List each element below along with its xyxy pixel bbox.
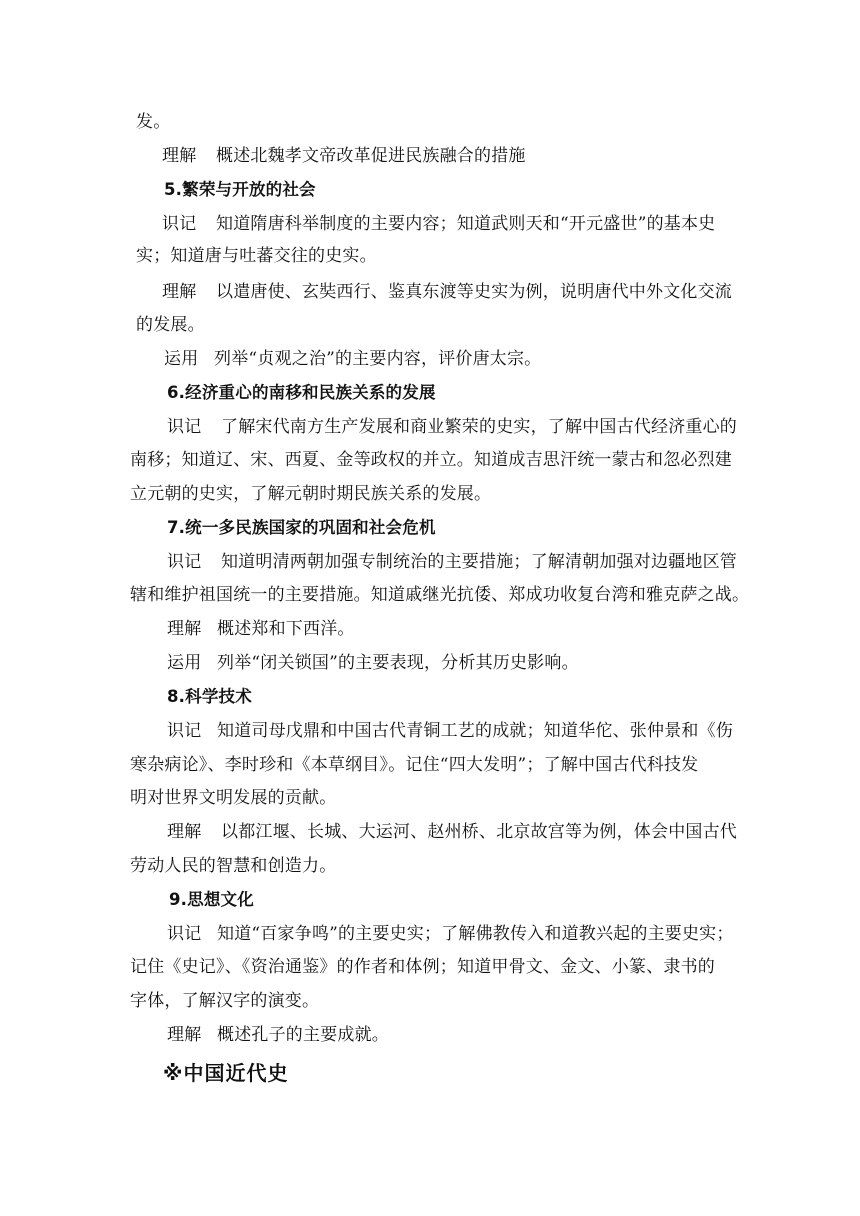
text-line — [162, 281, 732, 303]
text-line — [167, 652, 579, 674]
text-line: 辖和维护祖国统一的主要措施。知道戚继光抗倭、郑成功收复台湾和雅克萨之战。 — [130, 585, 750, 605]
section-heading: 5.繁荣与开放的社会 — [164, 180, 316, 199]
text-content: 概述北魏孝文帝改革促进民族融合的措施 — [216, 146, 526, 166]
text-line: 字体，了解汉字的演变。 — [130, 991, 320, 1011]
text-line: 立元朝的史实，了解元朝时期民族关系的发展。 — [130, 484, 492, 504]
text-content: 知道司母戊鼎和中国古代青铜工艺的成就；知道华佗、张仲景和《伤 — [217, 721, 733, 741]
text-content: 知道明清两朝加强专制统治的主要措施；了解清朝加强对边疆地区管 — [221, 552, 737, 572]
text-line — [167, 1024, 389, 1046]
section-heading: 8.科学技术 — [167, 687, 252, 706]
text-line — [167, 923, 734, 945]
text-content: 以遣唐使、玄奘西行、鉴真东渡等史实为例，说明唐代中外文化交流 — [216, 282, 732, 302]
text-content: 概述郑和下西洋。 — [217, 619, 355, 639]
category-label: 理解 — [162, 146, 197, 166]
chapter-heading: ※中国近代史 — [163, 1061, 289, 1085]
section-heading: 9.思想文化 — [169, 890, 254, 909]
category-label: 理解 — [167, 822, 202, 842]
text-line — [162, 213, 715, 235]
category-label: 识记 — [162, 214, 197, 234]
text-line — [162, 145, 526, 167]
category-label: 识记 — [167, 552, 202, 572]
text-line — [167, 618, 355, 640]
text-content: 了解宋代南方生产发展和商业繁荣的史实，了解中国古代经济重心的 — [221, 417, 737, 437]
category-label: 识记 — [167, 417, 202, 437]
category-label: 理解 — [167, 619, 202, 639]
text-line — [167, 416, 737, 438]
text-content: 知道“百家争鸣”的主要史实；了解佛教传入和道教兴起的主要史实； — [217, 924, 734, 944]
text-content: 知道隋唐科举制度的主要内容；知道武则天和“开元盛世”的基本史 — [216, 214, 716, 234]
text-line: 实；知道唐与吐蕃交往的史实。 — [136, 246, 377, 266]
text-line: 发。 — [136, 112, 171, 132]
section-heading: 7.统一多民族国家的巩固和社会危机 — [167, 518, 436, 537]
category-label: 理解 — [162, 282, 197, 302]
category-label: 识记 — [167, 924, 202, 944]
text-line — [164, 348, 541, 370]
text-line: 南移；知道辽、宋、西夏、金等政权的并立。知道成吉思汗统一蒙古和忽必烈建 — [130, 450, 732, 470]
text-line: 明对世界文明发展的贡献。 — [130, 788, 337, 808]
text-line: 记住《史记》、《资治通鉴》的作者和体例；知道甲骨文、金文、小篆、隶书的 — [130, 957, 715, 977]
category-label: 运用 — [167, 653, 202, 673]
text-content: 以都江堰、长城、大运河、赵州桥、北京故宫等为例，体会中国古代 — [221, 822, 737, 842]
text-line: 劳动人民的智慧和创造力。 — [130, 856, 337, 876]
text-line: 的发展。 — [136, 315, 205, 335]
text-line — [167, 551, 737, 573]
text-line — [167, 720, 733, 742]
text-content: 列举“贞观之治”的主要内容，评价唐太宗。 — [214, 349, 542, 369]
text-content: 概述孔子的主要成就。 — [217, 1025, 389, 1045]
category-label: 运用 — [164, 349, 199, 369]
section-heading: 6.经济重心的南移和民族关系的发展 — [167, 383, 436, 402]
text-line: 寒杂病论》、李时珍和《本草纲目》。记住“四大发明”；了解中国古代科技发 — [130, 755, 699, 775]
category-label: 识记 — [167, 721, 202, 741]
category-label: 理解 — [167, 1025, 202, 1045]
text-line — [167, 821, 737, 843]
text-content: 列举“闭关锁国”的主要表现，分析其历史影响。 — [217, 653, 579, 673]
